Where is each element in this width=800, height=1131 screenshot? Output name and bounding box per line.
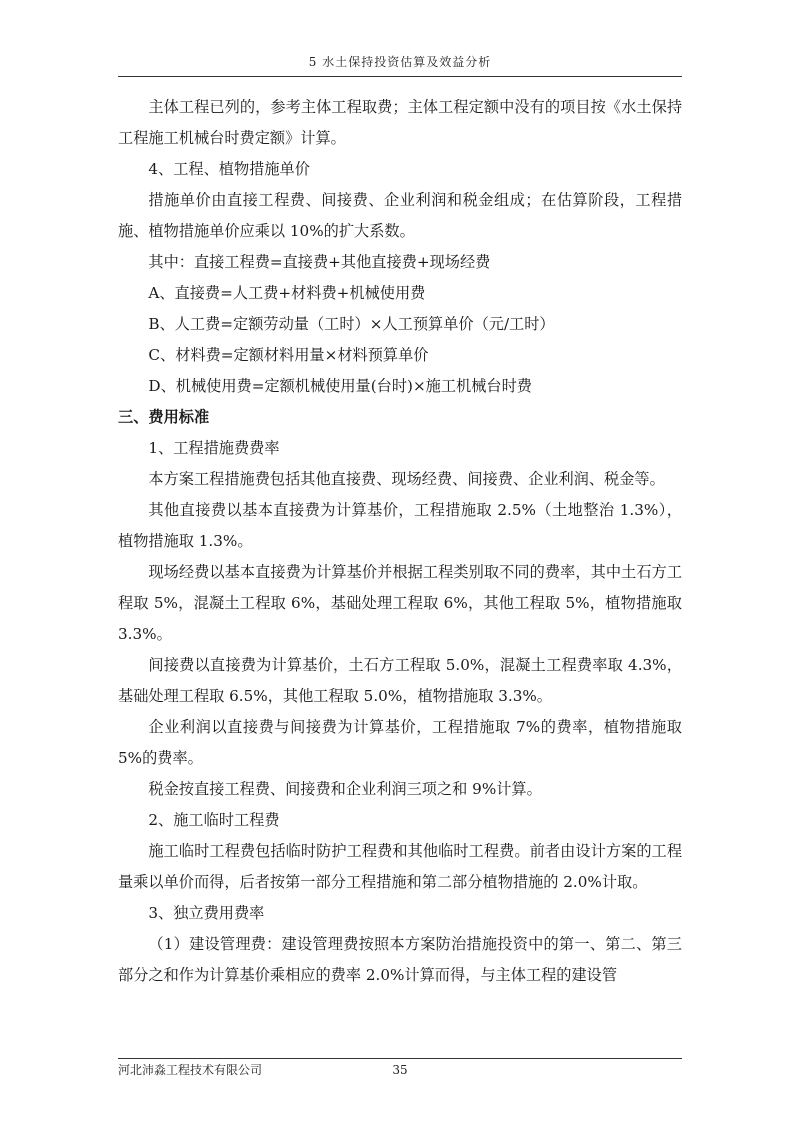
paragraph: 主体工程已列的，参考主体工程取费；主体工程定额中没有的项目按《水土保持工程施工机械台时费定额》计算。 <box>118 98 682 147</box>
paragraph: 间接费以直接费为计算基价，土石方工程取 5.0%，混凝土工程费率取 4.3%，基础处理工程取 6.5%，其他工程取 5.0%，植物措施取 3.3%。 <box>118 656 682 705</box>
subheading: 1、工程措施费费率 <box>148 439 280 457</box>
formula-line: A、直接费=人工费+材料费+机械使用费 <box>148 284 426 302</box>
section-heading: 三、费用标准 <box>118 408 210 426</box>
footer-company-name: 河北沛淼工程技术有限公司 <box>118 1063 263 1077</box>
formula-line: B、人工费=定额劳动量（工时）×人工预算单价（元/工时） <box>148 315 555 333</box>
header-divider <box>118 76 682 77</box>
paragraph: 税金按直接工程费、间接费和企业利润三项之和 9%计算。 <box>148 780 542 798</box>
paragraph: 现场经费以基本直接费为计算基价并根据工程类别取不同的费率，其中土石方工程取 5%，混凝土工程取 6%，基础处理工程取 6%，其他工程取 5%，植物措施取 3.3%。 <box>118 563 682 643</box>
paragraph: 措施单价由直接工程费、间接费、企业利润和税金组成；在估算阶段，工程措施、植物措施单价应乘以 10%的扩大系数。 <box>118 191 682 240</box>
formula-line: 其中：直接工程费=直接费+其他直接费+现场经费 <box>148 253 491 271</box>
subheading: 3、独立费用费率 <box>148 904 265 922</box>
paragraph: 施工临时工程费包括临时防护工程费和其他临时工程费。前者由设计方案的工程量乘以单价而得，后者按第一部分工程措施和第二部分植物措施的 2.0%计取。 <box>118 842 682 891</box>
running-header: 5 水土保持投资估算及效益分析 <box>308 55 492 69</box>
paragraph: （1）建设管理费：建设管理费按照本方案防治措施投资中的第一、第二、第三部分之和作为计算基价乘相应的费率 2.0%计算而得，与主体工程的建设管 <box>118 935 682 984</box>
paragraph: 其他直接费以基本直接费为计算基价，工程措施取 2.5%（土地整治 1.3%），植物措施取 1.3%。 <box>118 501 682 550</box>
paragraph: 本方案工程措施费包括其他直接费、现场经费、间接费、企业利润、税金等。 <box>148 470 665 488</box>
formula-line: D、机械使用费=定额机械使用量(台时)×施工机械台时费 <box>148 377 532 395</box>
paragraph: 企业利润以直接费与间接费为计算基价，工程措施取 7%的费率，植物措施取 5%的费率。 <box>118 718 682 767</box>
footer-divider <box>118 1058 682 1059</box>
page-number: 35 <box>392 1063 408 1077</box>
subheading: 4、工程、植物措施单价 <box>148 160 310 178</box>
page-body <box>118 92 682 991</box>
subheading: 2、施工临时工程费 <box>148 811 280 829</box>
formula-line: C、材料费=定额材料用量×材料预算单价 <box>148 346 429 364</box>
